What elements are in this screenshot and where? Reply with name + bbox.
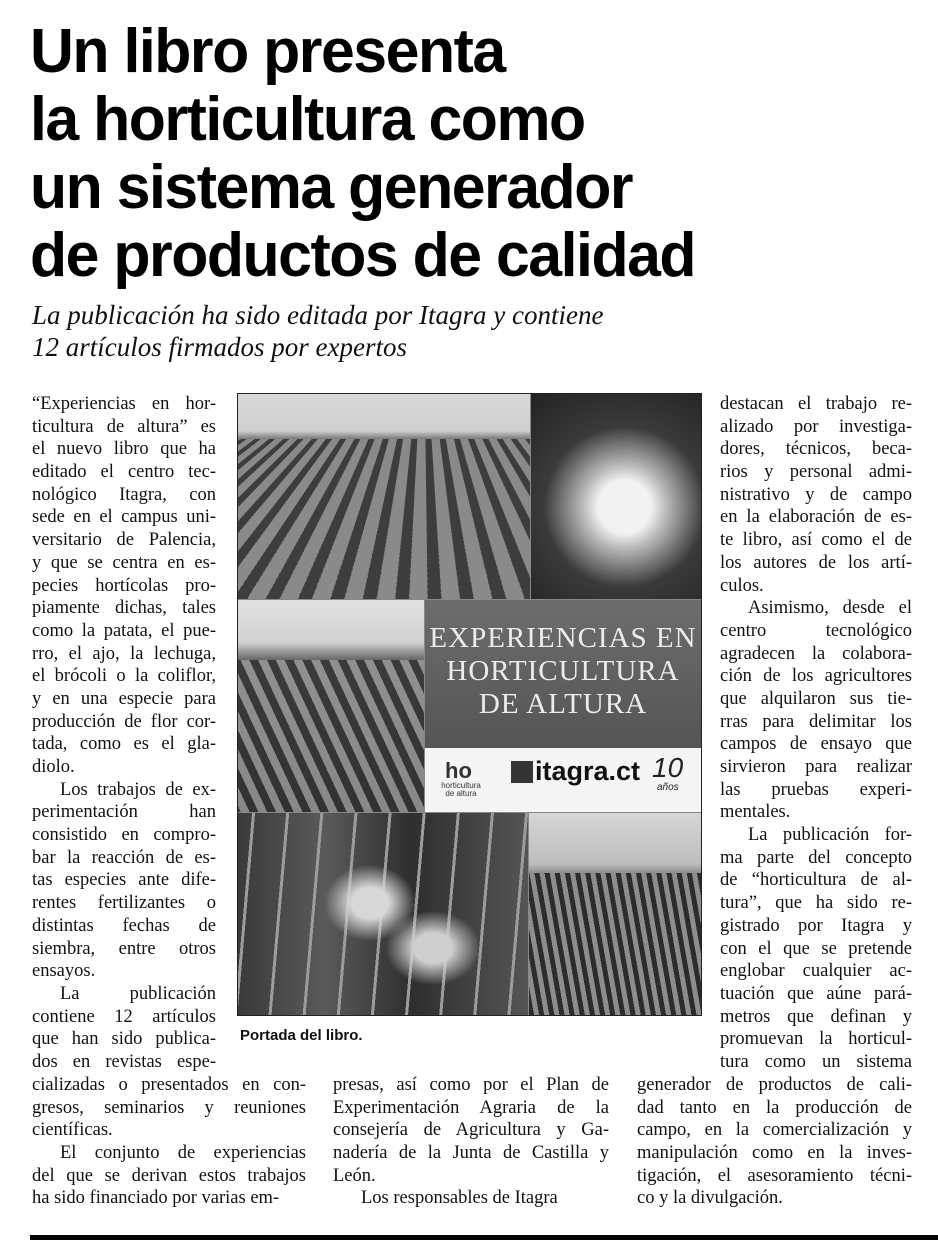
- text-line: Los responsables de Itagra: [361, 1188, 558, 1209]
- text-line: campo, en la comercialización y: [637, 1120, 912, 1141]
- body-column-3-continued: [637, 1074, 912, 1210]
- text-line: el brócoli o la coliflor,: [32, 666, 216, 687]
- text-line: campos de ensayo que: [720, 734, 912, 755]
- body-column-3: [720, 393, 912, 1074]
- text-line: culos.: [720, 575, 764, 596]
- text-line: los autores de los artí-: [720, 552, 912, 573]
- text-line: ticultura de altura” es: [32, 416, 216, 437]
- text-line: agradecen la colabora-: [720, 643, 912, 664]
- subheadline-line: La publicación ha sido editada por Itagra y contiene: [32, 300, 604, 330]
- text-line: rras para delimitar los: [720, 711, 912, 732]
- text-line: producción de flor cor-: [32, 711, 216, 732]
- text-line: científicas.: [32, 1120, 113, 1141]
- subheadline: [32, 299, 732, 363]
- text-line: ensayos.: [32, 961, 96, 982]
- book-cover-title-line: HORTICULTURA: [446, 655, 680, 687]
- text-line: dores, técnicos, beca-: [720, 439, 912, 460]
- text-line: bar la reacción de es-: [32, 847, 216, 868]
- text-line: y que se centra en es-: [32, 552, 216, 573]
- text-line: dos en revistas espe-: [32, 1051, 216, 1072]
- book-cover-title-panel: [425, 600, 701, 812]
- text-line: diolo.: [32, 757, 75, 777]
- text-line: las pruebas experi-: [720, 779, 912, 800]
- lettuce-field-photo: [238, 600, 424, 812]
- anniversary-number: 10: [652, 752, 684, 783]
- text-line: centro tecnológico: [720, 620, 912, 641]
- text-line: como la patata, el pue-: [32, 620, 216, 641]
- text-line: Experimentación Agraria de la: [333, 1097, 609, 1118]
- book-cover-title-line: EXPERIENCIAS EN: [429, 622, 697, 654]
- text-line: gistrado por Itagra y: [720, 915, 912, 936]
- itagra-logo-text: itagra.ct: [535, 756, 641, 786]
- figure-caption: Portada del libro.: [240, 1027, 363, 1044]
- text-line: sirvieron para realizar: [720, 757, 912, 777]
- book-cover-title-line: DE ALTURA: [478, 688, 648, 720]
- field-rows-photo: [238, 394, 530, 599]
- itagra-logo-icon: [511, 761, 533, 783]
- text-line: Asimismo, desde el: [748, 598, 912, 619]
- text-line: cializadas o presentados en con-: [32, 1075, 306, 1095]
- text-line: siembra, entre otros: [32, 938, 216, 959]
- text-line: tada, como es el gla-: [32, 734, 216, 755]
- book-cover-logo-band: [425, 748, 701, 812]
- text-line: consejería de Agricultura y Ga-: [333, 1120, 609, 1141]
- itagra-logo: [511, 756, 640, 787]
- text-line: editado el centro tec-: [32, 462, 216, 483]
- text-line: alizado por investiga-: [720, 416, 912, 437]
- text-line: englobar cualquier ac-: [720, 961, 912, 982]
- headline-line: la horticultura como: [30, 85, 585, 154]
- text-line: co y la divulgación.: [637, 1188, 783, 1209]
- text-line: versitario de Palencia,: [32, 530, 216, 551]
- text-line: el nuevo libro que ha: [32, 439, 216, 460]
- text-line: sede en el campus uni-: [32, 507, 216, 528]
- cornfield-photo: [529, 813, 701, 1015]
- text-line: La publicación: [60, 983, 216, 1004]
- text-line: ma parte del concepto: [720, 847, 912, 868]
- gladiolus-field-photo: [238, 813, 528, 1015]
- subheadline-line: 12 artículos firmados por expertos: [32, 332, 407, 362]
- text-line: consistido en compro-: [32, 825, 216, 846]
- text-line: promuevan la horticul-: [720, 1029, 912, 1050]
- ho-logo: ho: [445, 758, 472, 783]
- text-line: La publicación for-: [748, 825, 912, 846]
- text-line: ha sido financiado por varias em-: [32, 1188, 280, 1209]
- text-line: distintas fechas de: [32, 915, 216, 936]
- text-line: El conjunto de experiencias: [60, 1143, 306, 1164]
- text-line: te libro, así como el de: [720, 530, 912, 551]
- text-line: presas, así como por el Plan de: [333, 1075, 609, 1095]
- text-line: nistrativo y de campo: [720, 484, 912, 505]
- text-line: rro, el ajo, la lechuga,: [32, 643, 216, 664]
- headline-line: Un libro presenta: [30, 17, 505, 86]
- headline-line: un sistema generador: [30, 153, 633, 222]
- text-line: en la elaboración de es-: [720, 507, 912, 528]
- text-line: León.: [333, 1165, 376, 1186]
- text-line: que alquilaron sus tie-: [720, 688, 912, 709]
- bottom-rule: [30, 1235, 938, 1240]
- text-line: perimentación han: [32, 802, 216, 823]
- text-line: contiene 12 artículos: [32, 1006, 216, 1027]
- text-line: mentales.: [720, 802, 791, 823]
- gladiolus-flower-photo: [531, 394, 701, 599]
- text-line: gresos, seminarios y reuniones: [32, 1097, 306, 1118]
- text-line: nológico Itagra, con: [32, 484, 216, 505]
- book-cover-title: [425, 622, 701, 721]
- text-line: tuación que aúne pará-: [720, 983, 912, 1004]
- body-column-2: [333, 1074, 609, 1210]
- text-line: pecies hortícolas pro-: [32, 575, 216, 596]
- text-line: Los trabajos de ex-: [60, 779, 216, 800]
- headline-line: de productos de calidad: [30, 221, 696, 290]
- text-line: nadería de la Junta de Castilla y: [333, 1143, 609, 1164]
- text-line: ción de los agricultores: [720, 666, 912, 687]
- body-column-1-continued: [32, 1074, 306, 1210]
- text-line: rentes fertilizantes o: [32, 893, 216, 914]
- body-column-1: [32, 393, 216, 1074]
- text-line: piamente dichas, tales: [32, 598, 216, 619]
- text-line: manipulación como en la inves-: [637, 1143, 912, 1164]
- text-line: tas especies ante dife-: [32, 870, 216, 891]
- text-line: dad tanto en la producción de: [637, 1097, 912, 1118]
- text-line: “Experiencias en hor-: [32, 394, 216, 414]
- text-line: que han sido publica-: [32, 1029, 216, 1050]
- text-line: de “horticultura de al-: [720, 870, 912, 891]
- text-line: tigación, el asesoramiento técni-: [637, 1165, 912, 1186]
- text-line: rios y personal admi-: [720, 462, 912, 483]
- book-cover-figure: [237, 393, 702, 1016]
- headline: [30, 18, 892, 290]
- ho-logo-subtitle: horticultura de altura: [441, 781, 481, 798]
- text-line: del que se derivan estos trabajos: [32, 1165, 306, 1186]
- text-line: metros que definan y: [720, 1006, 912, 1027]
- text-line: destacan el trabajo re-: [720, 394, 912, 414]
- text-line: con el que se pretende: [720, 938, 912, 959]
- text-line: y en una especie para: [32, 688, 216, 709]
- text-line: tura”, que ha sido re-: [720, 893, 912, 914]
- text-line: tura como un sistema: [720, 1051, 912, 1072]
- anniversary-label: años: [657, 782, 679, 793]
- text-line: generador de productos de cali-: [637, 1075, 912, 1095]
